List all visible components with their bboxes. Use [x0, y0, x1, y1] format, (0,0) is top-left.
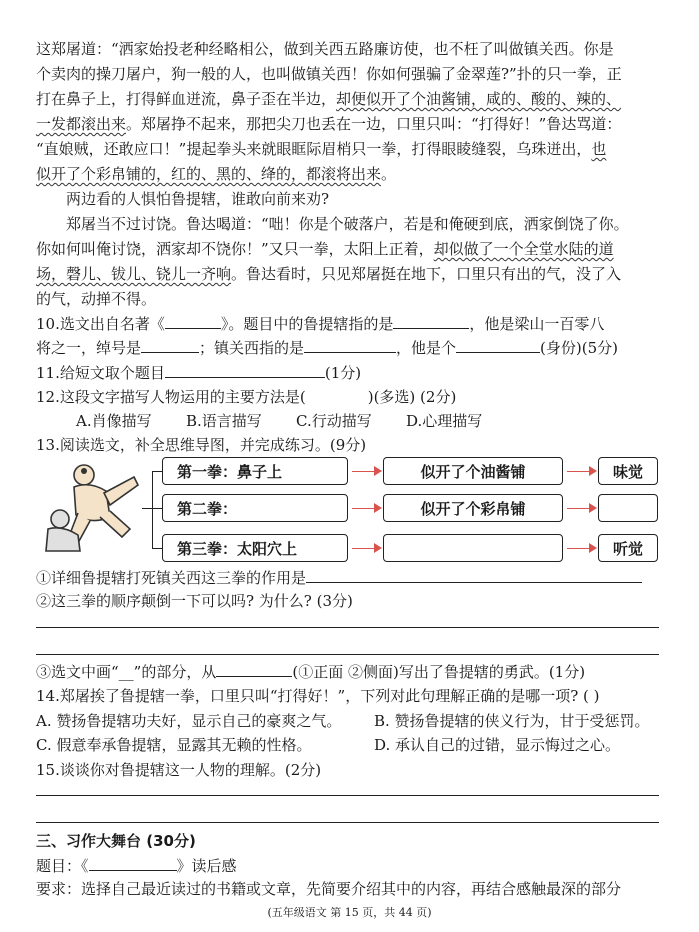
section-title: 三、习作大舞台 (30分) — [36, 832, 196, 850]
bracket-line — [152, 471, 162, 472]
arrow — [352, 471, 374, 472]
question-13: 13.阅读选文，补全思维导图，并完成练习。(9分) — [36, 436, 367, 454]
answer-blank[interactable] — [141, 336, 199, 353]
answer-blank[interactable] — [89, 854, 177, 871]
arrow — [567, 548, 589, 549]
arrow-head — [589, 543, 597, 553]
passage-line: 你如何叫俺讨饶，洒家却不饶你！”又只一拳，太阳上正着，却似做了一个全堂水陆的道 — [36, 240, 614, 258]
passage-line: 的气，动掸不得。 — [36, 290, 157, 308]
effect-box-2: 似开了个彩帛铺 — [383, 494, 563, 522]
wavy-underline-text: 一发都滚出来 — [36, 115, 127, 133]
passage-line: 打在鼻子上，打得鲜血迸流，鼻子歪在半边，却便似开了个油酱铺，咸的、酸的、辣的、 — [36, 90, 622, 108]
sense-box-1: 味觉 — [598, 457, 658, 485]
question-11: 11.给短文取个题目 (1分) — [36, 361, 361, 384]
punch-box-3: 第三拳：太阳穴上 — [162, 534, 348, 562]
question-10-cont: 将之一，绰号是 ；镇关西指的是 ，他是个 (身份)(5分) — [36, 336, 618, 359]
answer-blank[interactable] — [165, 312, 221, 329]
question-14: 14.郑屠挨了鲁提辖一拳，口里只叫“打得好！”，下列对此句理解正确的是哪一项? ( ) — [36, 687, 600, 705]
arrow — [567, 471, 589, 472]
question-10: 10.选文出自名著《 》。题目中的鲁提辖指的是 ，他是梁山一百零八 — [36, 312, 604, 335]
question-12-options — [76, 410, 516, 432]
answer-blank[interactable] — [456, 336, 540, 353]
option-a[interactable]: A. 赞扬鲁提辖功夫好，显示自己的豪爽之气。 — [36, 712, 342, 730]
bracket-line — [152, 508, 162, 509]
punch-box-1: 第一拳：鼻子上 — [162, 457, 348, 485]
passage-line: 两边看的人惧怕鲁提辖，谁敢向前来劝? — [66, 190, 330, 208]
question-13-1: ①详细鲁提辖打死镇关西这三拳的作用是 — [36, 566, 642, 589]
option-c[interactable]: C. 假意奉承鲁提辖，显露其无赖的性格。 — [36, 736, 312, 754]
option-d[interactable]: D.心理描写 — [406, 412, 483, 430]
passage-line: 似开了个彩帛铺的，红的、黑的、绛的，都滚将出来。 — [36, 165, 397, 183]
arrow-head — [374, 543, 382, 553]
wavy-underline-text: 却似做了一个全堂水陆的道 — [433, 240, 614, 258]
answer-line[interactable] — [36, 822, 659, 823]
passage-line: 郑屠当不过讨饶。鲁达喝道：“咄！你是个破落户，若是和俺硬到底，洒家倒饶了你。 — [66, 215, 629, 233]
question-14-options — [36, 710, 650, 732]
answer-paren[interactable] — [306, 386, 368, 402]
bracket-line — [142, 508, 152, 509]
passage-line: “直娘贼，还敢应口！”提起拳头来就眼眶际眉梢只一拳，打得眼睖缝裂，乌珠迸出，也 — [36, 140, 607, 158]
option-c[interactable]: C.行动描写 — [296, 412, 372, 430]
bracket-line — [152, 471, 153, 549]
answer-line[interactable] — [36, 795, 659, 796]
effect-box-3[interactable] — [383, 534, 563, 562]
arrow-head — [589, 503, 597, 513]
answer-line[interactable] — [36, 654, 659, 655]
option-b[interactable]: B.语言描写 — [186, 412, 262, 430]
wavy-underline-text: 场，磬儿、钹儿、铙儿一齐响 — [36, 265, 232, 283]
question-12: 12.这段文字描写人物运用的主要方法是( )(多选) (2分) — [36, 388, 457, 406]
question-13-3: ③选文中画“__”的部分，从 (①正面 ②侧面)写出了鲁提辖的勇武。(1分) — [36, 660, 585, 683]
effect-box-1: 似开了个油酱铺 — [383, 457, 563, 485]
sense-box-2[interactable] — [598, 494, 658, 522]
answer-blank[interactable] — [165, 361, 325, 378]
option-a[interactable]: A.肖像描写 — [76, 412, 152, 430]
punch-box-2[interactable]: 第二拳： — [162, 494, 348, 522]
question-15: 15.谈谈你对鲁提辖这一人物的理解。(2分) — [36, 761, 322, 779]
wavy-underline-text: 似开了个彩帛铺的，红的、黑的、绛的，都滚将出来 — [36, 165, 382, 183]
passage-line: 个卖肉的操刀屠户，狗一般的人，也叫做镇关西！你如何强骗了金翠莲?”扑的只一拳，正 — [36, 65, 622, 83]
passage-line: 一发都滚出来。郑屠挣不起来，那把尖刀也丢在一边，口里只叫：“打得好！”鲁达骂道： — [36, 115, 622, 133]
bracket-line — [152, 548, 162, 549]
sense-box-3: 听觉 — [598, 534, 658, 562]
fight-illustration — [38, 455, 150, 555]
essay-topic: 题目：《 》读后感 — [36, 854, 237, 877]
option-d[interactable]: D. 承认自己的过错，显示悔过之心。 — [374, 736, 621, 754]
arrow-head — [374, 466, 382, 476]
answer-blank[interactable] — [306, 566, 642, 583]
essay-requirement: 要求：选择自己最近读过的书籍或文章，先简要介绍其中的内容，再结合感触最深的部分 — [36, 880, 622, 898]
page-footer: (五年级语文 第 15 页，共 44 页) — [267, 906, 432, 919]
wavy-underline-text: 却便似开了个油酱铺，咸的、酸的、辣的、 — [336, 90, 622, 108]
answer-blank[interactable] — [304, 336, 396, 353]
arrow — [352, 508, 374, 509]
wavy-underline-text: 也 — [591, 140, 607, 158]
answer-blank[interactable] — [393, 312, 469, 329]
question-13-2: ②这三拳的顺序颠倒一下可以吗? 为什么? (3分) — [36, 592, 353, 610]
question-14-options — [36, 734, 620, 756]
arrow-head — [589, 466, 597, 476]
arrow-head — [374, 503, 382, 513]
option-b[interactable]: B. 赞扬鲁提辖的侠义行为，甘于受惩罚。 — [374, 712, 650, 730]
answer-line[interactable] — [36, 627, 659, 628]
arrow — [567, 508, 589, 509]
answer-blank[interactable] — [216, 660, 292, 677]
arrow — [352, 548, 374, 549]
passage-line: 这郑屠道：“洒家始投老种经略相公，做到关西五路廉访使，也不枉了叫做镇关西。你是 — [36, 40, 614, 58]
passage-line: 场，磬儿、钹儿、铙儿一齐响。鲁达看时，只见郑屠挺在地下，口里只有出的气，没了入 — [36, 265, 622, 283]
